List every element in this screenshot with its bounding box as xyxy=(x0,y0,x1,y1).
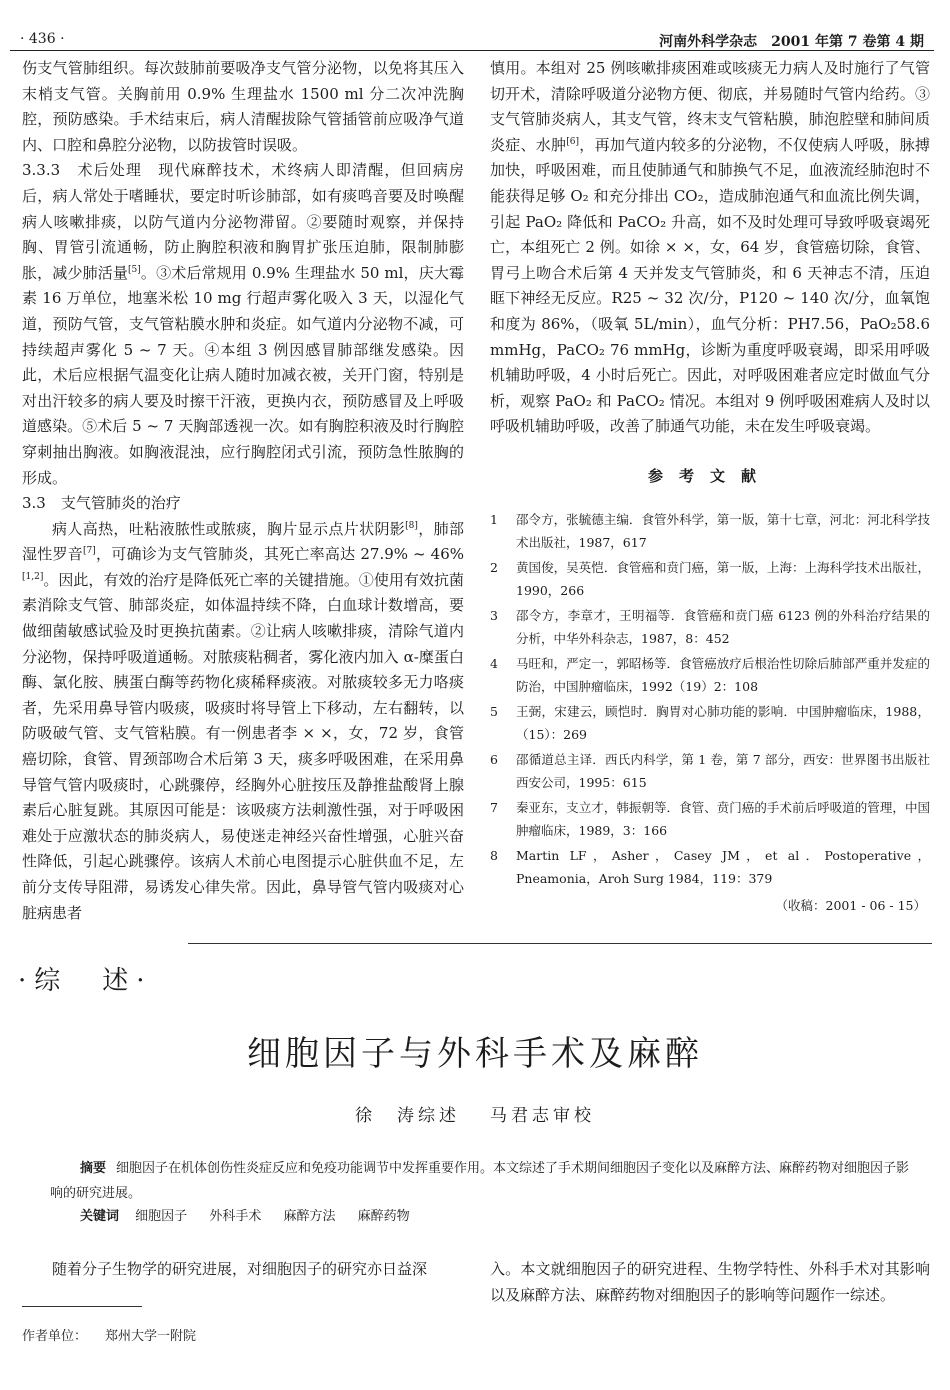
keywords xyxy=(80,1205,428,1224)
keyword: 细胞因子 xyxy=(135,1209,188,1224)
reference-number: 2 xyxy=(490,559,498,575)
keyword: 麻醉药物 xyxy=(357,1209,410,1224)
keywords-label: 关键词 xyxy=(80,1209,120,1224)
intro-paragraph-start: 随着分子生物学的研究进展，对细胞因子的研究亦日益深 xyxy=(52,1260,428,1278)
paragraph-text: 病人高热，吐粘液脓性或脓痰，胸片显示点片状阴影 xyxy=(52,519,406,538)
paragraph-postop-care xyxy=(22,158,464,491)
paragraph-text: ，可确诊为支气管肺炎，其死亡率高达 27.9% ~ 46% xyxy=(95,545,464,564)
reference-number: 7 xyxy=(490,799,498,815)
reference-text: 黄国俊，吴英恺．食管癌和贲门癌，第一版，上海：上海科学技术出版社，1990，266 xyxy=(516,559,930,598)
paragraph-text: 慎用。本组对 25 例咳嗽排痰困难或咳痰无力病人及时施行了气管切开术，清除呼吸道分泌物方便、彻底，并易随时气管内给药。③支气管肺炎病人，其支气管，终末支气管粘膜，肺泡腔壁和肺间质炎症、水肿 xyxy=(490,59,930,154)
paragraph-text: 。因此，有效的治疗是降低死亡率的关键措施。①使用有效抗菌素消除支气管、肺部炎症，如体温持续不降，白血球计数增高，要做细菌敏感试验及时更换抗菌素。②让病人咳嗽排痰，清除气道内分泌物，保持呼吸道通畅。对脓痰粘稠者，雾化液内加入 α-糜蛋白酶、氯化胺、胰蛋白酶等药物化痰稀释痰液。对脓痰较多无力咯痰者，先采用鼻导管内吸痰，吸痰时将导管上下移动，左右翻转，以防吸破气管、支气管粘膜。有一例患者李 × ×，女，72 岁，食管癌切除，食管、胃颈部吻合术后第 3 天，痰多呼吸困难，在采用鼻导管气管内吸痰时，心跳骤停，经胸外心脏按压及静推盐酸肾上腺素后心脏复跳。其原因可能是：该吸痰方法刺激性强，对于呼吸困难处于应激状态的肺炎病人，易使迷走神经兴奋性增强，心脏兴奋性降低，引起心跳骤停。该病人术前心电图提示心脏供血不足，左前分支传导阻滞，易诱发心律失常。因此，鼻导管气管内吸痰对心脏病患者 xyxy=(22,570,464,922)
abstract xyxy=(50,1156,910,1206)
header-rule xyxy=(10,50,934,51)
reference-text: 秦亚东，支立才，韩振朝等．食管、贲门癌的手术前后呼吸道的管理，中国肿瘤临床，1989，3：166 xyxy=(516,799,930,838)
citation: [6] xyxy=(566,136,580,147)
article-separator xyxy=(188,943,932,944)
citation: [5] xyxy=(128,264,141,275)
reference-number: 6 xyxy=(490,751,498,767)
journal-header: 河南外科学杂志 2001 年第 7 卷第 4 期 xyxy=(659,34,924,50)
reference-text: Martin LF，Asher，Casey JM，et al．Postoperative，Pneamonia，Aroh Surg 1984，119：379 xyxy=(516,847,930,886)
author-reviewer: 徐 涛综述 xyxy=(355,1106,460,1126)
citation: [1,2] xyxy=(22,571,44,582)
left-column xyxy=(22,56,464,926)
reference-number: 5 xyxy=(490,703,498,719)
reference-number: 3 xyxy=(490,607,498,623)
citation: [8] xyxy=(405,520,418,531)
reference-text: 马旺和，严定一，郭昭杨等．食管癌放疗后根治性切除后肺部严重并发症的防治，中国肿瘤临床，1992（19）2：108 xyxy=(516,655,930,694)
paragraph-text: 。③术后常规用 0.9% 生理盐水 50 ml，庆大霉素 16 万单位，地塞米松 10 mg 行超声雾化吸入 3 天，以湿化气道，预防气管，支气管粘膜水肿和炎症。如气道内分泌物不减，可持续超声雾化 5 ~ 7 天。④本组 3 例因感冒肺部继发感染。因此，术后应根据气温变化让病人随时加减衣被，关开门窗，特别是对出汗较多的病人要及时擦干汗液，更换内衣，预防感冒及上呼吸道感染。⑤术后 5 ~ 7 天胸部透视一次。如有胸腔积液及时行胸腔穿刺抽出胸液。如胸液混浊，应行胸腔闭式引流，预防急性脓胸的形成。 xyxy=(22,263,464,487)
footnote-rule xyxy=(22,1306,142,1307)
abstract-label: 摘要 xyxy=(80,1161,107,1176)
affiliation-text: 郑州大学一附院 xyxy=(105,1329,197,1344)
paragraph-text: ，再加气道内较多的分泌物，不仅使病人呼吸，脉搏加快，呼吸困难，而且使肺通气和肺换气不足，血液流经肺泡时不能获得足够 O₂ 和充分排出 CO₂，造成肺泡通气和血流比例失调，引起 PaO₂ 降低和 PaCO₂ 升高，如不及时处理可导致呼吸衰竭死亡，本组死亡 2 例。如徐 × ×，女，64 岁，食管癌切除，食管、胃弓上吻合术后第 4 天并发支气管肺炎，和 6 天神志不清，压迫眶下神经无反应。R25 ~ 32 次/分，P120 ~ 140 次/分，血氧饱和度为 86%，（吸氧 5L/min），血气分析：PH7.56，PaO₂58.6 mmHg，PaCO₂ 76 mmHg，诊断为重度呼吸衰竭，即采用呼吸机辅助呼吸，4 小时后死亡。因此，对呼吸困难者应定时做血气分析，观察 PaO₂ 和 PaCO₂ 情况。本组对 9 例呼吸困难病人及时以呼吸机辅助呼吸，改善了肺通气功能，未在发生呼吸衰竭。 xyxy=(490,135,930,436)
references-heading: 参考文献 xyxy=(647,466,772,485)
intro-paragraph-continued: 入。本文就细胞因子的研究进程、生物学特性、外科手术对其影响以及麻醉方法、麻醉药物对细胞因子的影响等问题作一综述。 xyxy=(490,1260,930,1304)
reference-list xyxy=(490,508,930,890)
reference-text: 王弼，宋建云，顾恺时．胸胃对心肺功能的影响．中国肿瘤临床，1988，（15）：269 xyxy=(516,703,930,742)
paragraph-text: ，肺部湿性罗音 xyxy=(22,519,464,564)
reference-item xyxy=(490,604,930,650)
keyword: 外科手术 xyxy=(209,1209,262,1224)
citation: [7] xyxy=(83,546,96,557)
reference-item xyxy=(490,556,930,602)
paragraph-respiratory xyxy=(490,56,930,440)
reference-text: 邵令方，张毓德主编．食管外科学，第一版，第十七章，河北：河北科学技术出版社，1987，617 xyxy=(516,511,930,550)
author-proofreader: 马君志审校 xyxy=(490,1106,595,1126)
reference-item xyxy=(490,748,930,794)
reference-number: 8 xyxy=(490,847,498,863)
author-affiliation xyxy=(22,1325,196,1344)
reference-item xyxy=(490,796,930,842)
section-heading: 3.3 支气管肺炎的治疗 xyxy=(22,494,181,513)
right-column xyxy=(490,56,930,918)
keyword: 麻醉方法 xyxy=(283,1209,336,1224)
author-line xyxy=(0,1101,950,1126)
paragraph-pneumonia xyxy=(22,517,464,927)
reference-text: 邵循道总主译．西氏内科学，第 1 卷，第 7 部分，西安：世界图书出版社西安公司，1995：615 xyxy=(516,751,930,790)
abstract-text: 细胞因子在机体创伤性炎症反应和免疫功能调节中发挥重要作用。本文综述了手术期间细胞因子变化以及麻醉方法、麻醉药物对细胞因子影响的研究进展。 xyxy=(50,1161,910,1201)
reference-item xyxy=(490,652,930,698)
reference-number: 1 xyxy=(490,511,498,527)
page-number: · 436 · xyxy=(20,31,65,47)
paragraph-text: 3.3.3 术后处理 现代麻醉技术，术终病人即清醒，但回病房后，病人常处于嗜睡状，要定时听诊肺部，如有痰鸣音要及时唤醒病人咳嗽排痰，以防气道内分泌物滞留。②要随时观察，并保持胸、胃管引流通畅，防止胸腔积液和胸胃扩张压迫肺，限制肺膨胀，减少肺活量 xyxy=(22,161,464,282)
affiliation-label: 作者单位： xyxy=(22,1329,88,1344)
reference-item xyxy=(490,700,930,746)
article-title: 细胞因子与外科手术及麻醉 xyxy=(247,1034,703,1074)
reference-item xyxy=(490,508,930,554)
section-label: ·综 述· xyxy=(18,966,153,996)
reference-text: 邵令方，李章才，王明福等．食管癌和贲门癌 6123 例的外科治疗结果的分析，中华外科杂志，1987，8：452 xyxy=(516,607,930,646)
received-date: （收稿：2001 - 06 - 15） xyxy=(775,897,926,913)
reference-number: 4 xyxy=(490,655,498,671)
paragraph: 伤支气管肺组织。每次鼓肺前要吸净支气管分泌物，以免将其压入末梢支气管。关胸前用 0.9% 生理盐水 1500 ml 分二次冲洗胸腔，预防感染。手术结束后，病人清醒拔除气管插管前应吸净气道内、口腔和鼻腔分泌物，以防拔管时误吸。 xyxy=(22,59,464,154)
reference-item xyxy=(490,844,930,890)
